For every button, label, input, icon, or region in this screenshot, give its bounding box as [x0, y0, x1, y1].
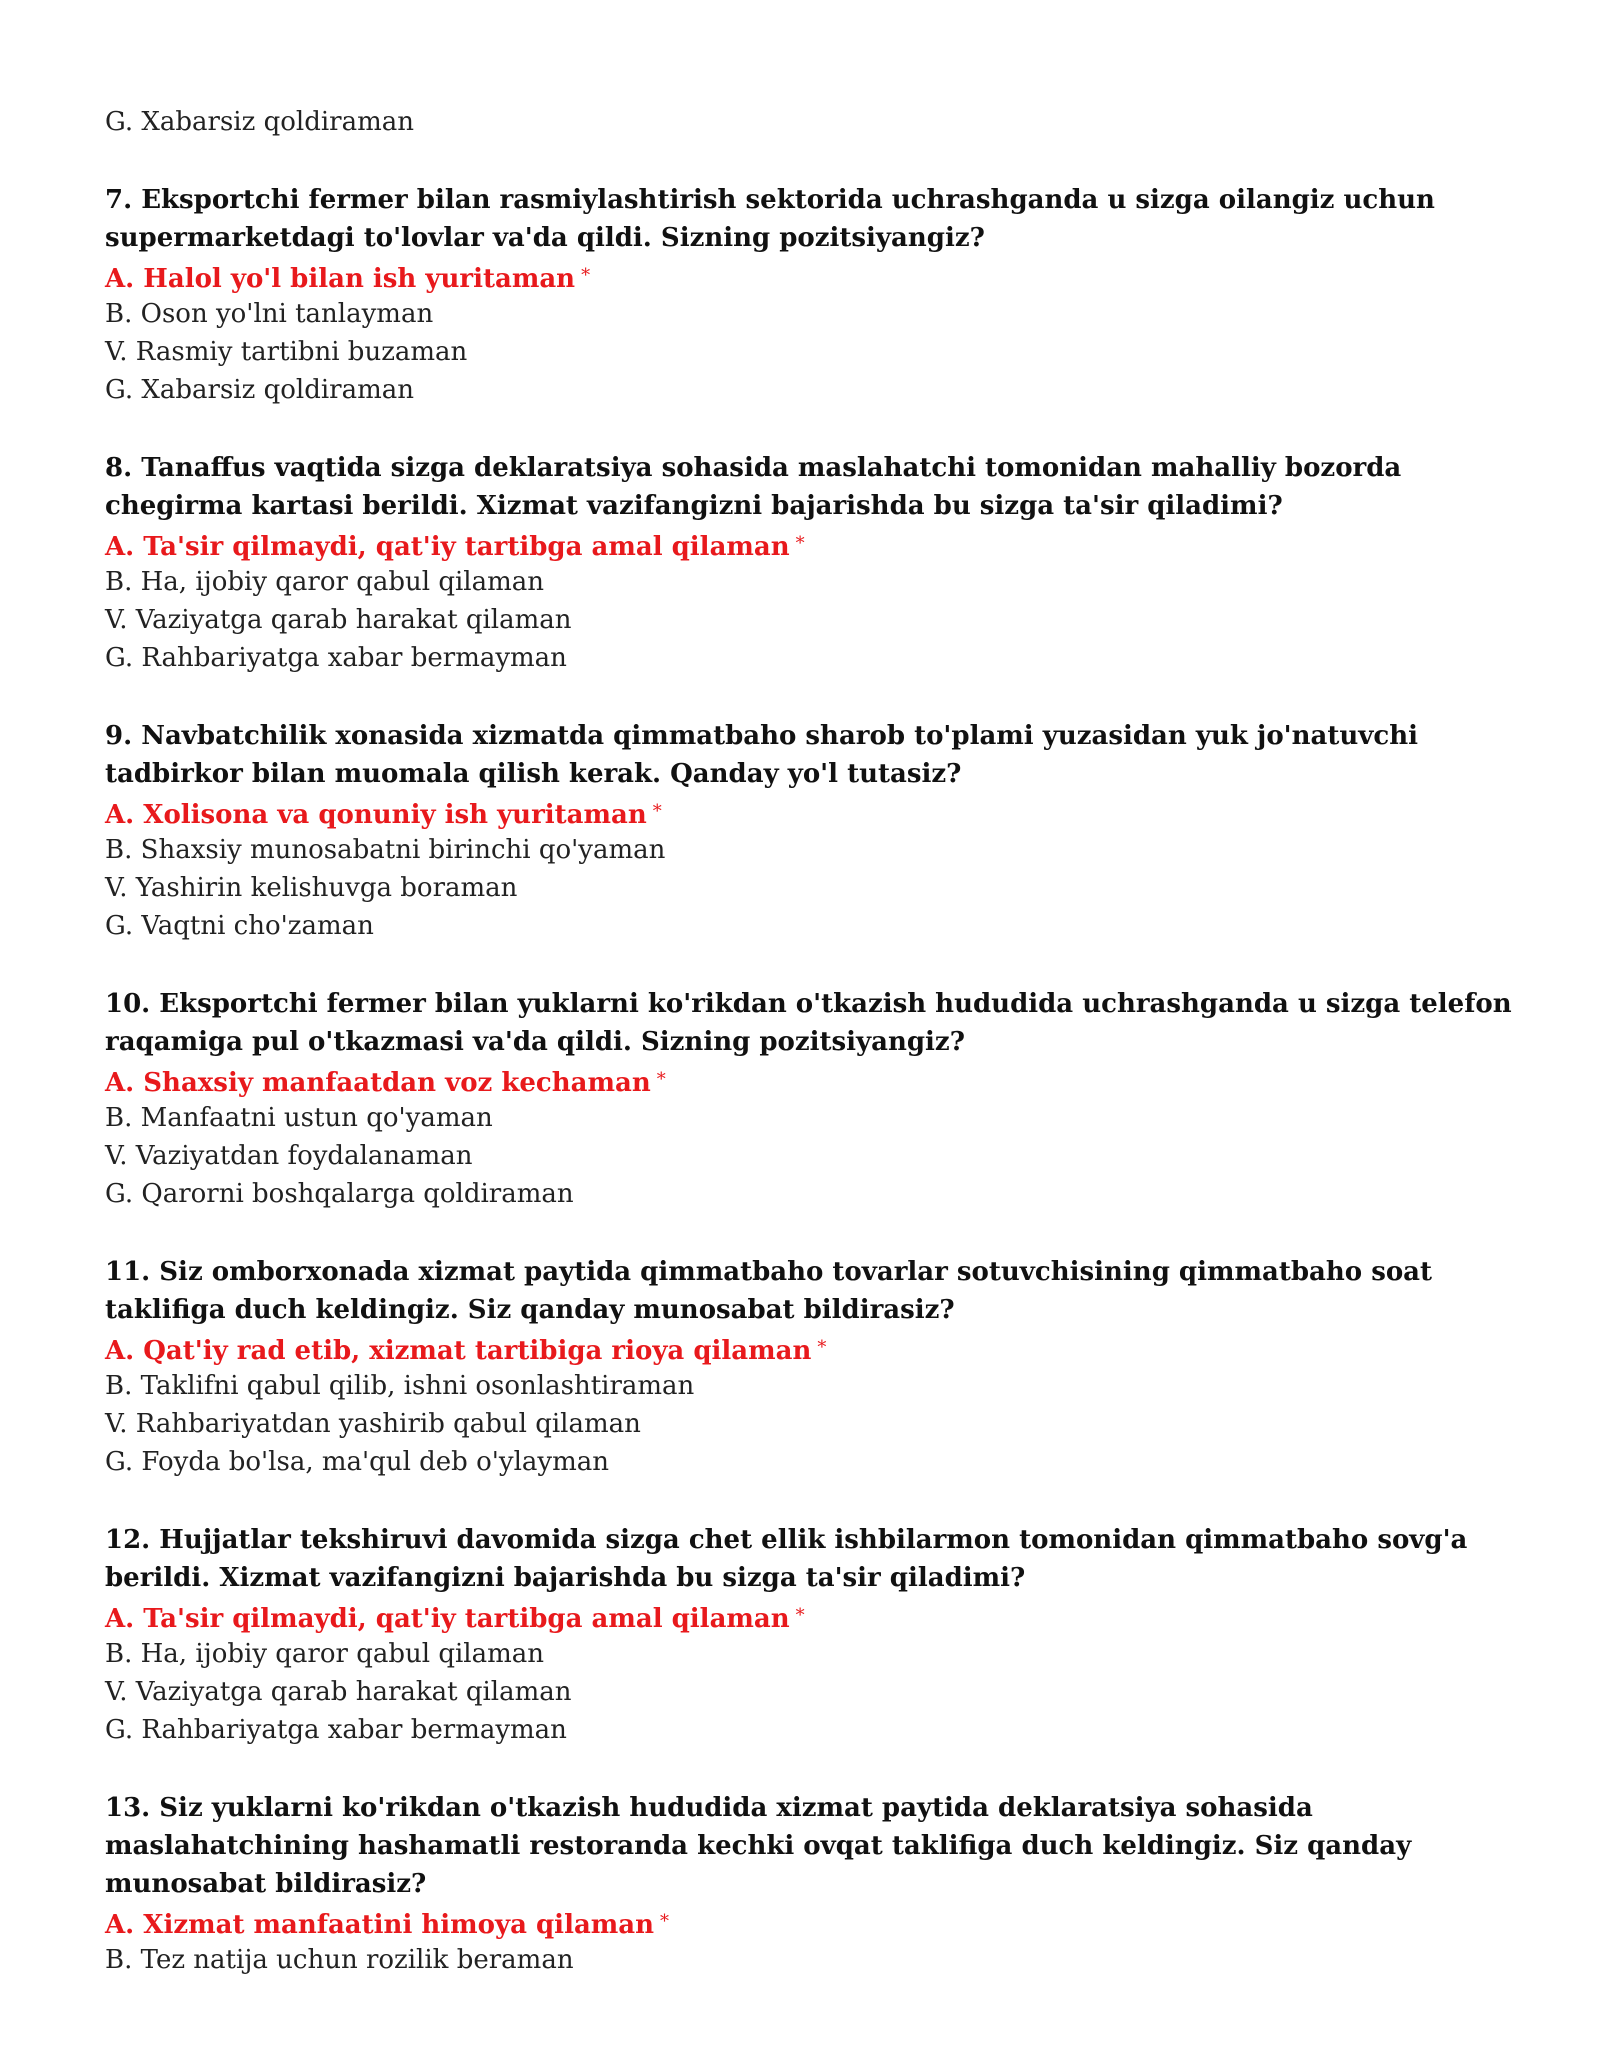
intro-option: G. Xabarsiz qoldiraman — [105, 107, 414, 137]
correct-answer-text: A. Shaxsiy manfaatdan voz kechaman — [105, 1068, 651, 1098]
question-block — [105, 449, 1525, 677]
correct-marker-icon: * — [795, 533, 805, 554]
question-block — [105, 1521, 1525, 1749]
question-text: 11. Siz omborxonada xizmat paytida qimmatbaho tovarlar sotuvchisining qimmatbaho soat taklifiga duch keldingiz. Siz qanday munosabat bildirasiz? — [105, 1257, 1433, 1325]
correct-answer-text: A. Ta'sir qilmaydi, qat'iy tartibga amal qilaman — [105, 1604, 790, 1634]
correct-answer — [105, 525, 1525, 563]
question-text: 7. Eksportchi fermer bilan rasmiylashtirish sektorida uchrashganda u sizga oilangiz uchun supermarketdagi to'lovlar va'da qildi. Sizning pozitsiyangiz? — [105, 185, 1435, 253]
correct-marker-icon: * — [652, 801, 662, 822]
document-page — [105, 0, 1525, 1979]
correct-answer-text: A. Halol yo'l bilan ish yuritaman — [105, 264, 576, 294]
correct-answer — [105, 1329, 1525, 1367]
question-text: 10. Eksportchi fermer bilan yuklarni ko'rikdan o'tkazish hududida uchrashganda u sizga telefon raqamiga pul o'tkazmasi va'da qildi. Sizning pozitsiyangiz? — [105, 989, 1512, 1057]
question-block — [105, 985, 1525, 1213]
question-text: 8. Tanaffus vaqtida sizga deklaratsiya sohasida maslahatchi tomonidan mahalliy bozorda chegirma kartasi berildi. Xizmat vazifangizni bajarishda bu sizga ta'sir qiladimi? — [105, 453, 1402, 521]
answer-option: G. Rahbariyatga xabar bermayman — [105, 1715, 567, 1745]
answer-option: V. Vaziyatga qarab harakat qilaman — [105, 605, 572, 635]
correct-answer-text: A. Ta'sir qilmaydi, qat'iy tartibga amal qilaman — [105, 532, 790, 562]
answer-option: G. Xabarsiz qoldiraman — [105, 375, 414, 405]
correct-marker-icon: * — [795, 1605, 805, 1626]
question-text: 12. Hujjatlar tekshiruvi davomida sizga chet ellik ishbilarmon tomonidan qimmatbaho sovg'a berildi. Xizmat vazifangizni bajarishda bu sizga ta'sir qiladimi? — [105, 1525, 1468, 1593]
correct-answer-text: A. Xolisona va qonuniy ish yuritaman — [105, 800, 647, 830]
question-block — [105, 181, 1525, 409]
question-block — [105, 1789, 1525, 1979]
answer-option: B. Manfaatni ustun qo'yaman — [105, 1103, 493, 1133]
answer-option: G. Vaqtni cho'zaman — [105, 911, 374, 941]
correct-answer-text: A. Xizmat manfaatini himoya qilaman — [105, 1910, 655, 1940]
question-text: 13. Siz yuklarni ko'rikdan o'tkazish hududida xizmat paytida deklaratsiya sohasida maslahatchining hashamatli restoranda kechki ovqat taklifiga duch keldingiz. Siz qanday munosabat bildirasiz? — [105, 1793, 1412, 1899]
answer-option: B. Ha, ijobiy qaror qabul qilaman — [105, 567, 544, 597]
correct-answer-text: A. Qat'iy rad etib, xizmat tartibiga rioya qilaman — [105, 1336, 812, 1366]
answer-option: B. Ha, ijobiy qaror qabul qilaman — [105, 1639, 544, 1669]
answer-option: B. Taklifni qabul qilib, ishni osonlashtiraman — [105, 1371, 695, 1401]
answer-option: G. Qarorni boshqalarga qoldiraman — [105, 1179, 574, 1209]
question-block — [105, 1253, 1525, 1481]
correct-marker-icon: * — [817, 1337, 827, 1358]
answer-option: G. Rahbariyatga xabar bermayman — [105, 643, 567, 673]
question-text: 9. Navbatchilik xonasida xizmatda qimmatbaho sharob to'plami yuzasidan yuk jo'natuvchi tadbirkor bilan muomala qilish kerak. Qanday yo'l tutasiz? — [105, 721, 1419, 789]
question-list — [105, 181, 1525, 1979]
answer-option: G. Foyda bo'lsa, ma'qul deb o'ylayman — [105, 1447, 609, 1477]
answer-option: V. Yashirin kelishuvga boraman — [105, 873, 518, 903]
correct-marker-icon: * — [660, 1911, 670, 1932]
answer-option: V. Vaziyatga qarab harakat qilaman — [105, 1677, 572, 1707]
correct-answer — [105, 793, 1525, 831]
correct-answer — [105, 1903, 1525, 1941]
answer-option: B. Tez natija uchun rozilik beraman — [105, 1945, 574, 1975]
answer-option: V. Rahbariyatdan yashirib qabul qilaman — [105, 1409, 641, 1439]
question-block — [105, 717, 1525, 945]
correct-answer — [105, 1061, 1525, 1099]
answer-option: V. Vaziyatdan foydalanaman — [105, 1141, 473, 1171]
correct-marker-icon: * — [581, 265, 591, 286]
answer-option: B. Oson yo'lni tanlayman — [105, 299, 434, 329]
answer-option: B. Shaxsiy munosabatni birinchi qo'yaman — [105, 835, 666, 865]
correct-marker-icon: * — [656, 1069, 666, 1090]
correct-answer — [105, 257, 1525, 295]
correct-answer — [105, 1597, 1525, 1635]
answer-option: V. Rasmiy tartibni buzaman — [105, 337, 468, 367]
